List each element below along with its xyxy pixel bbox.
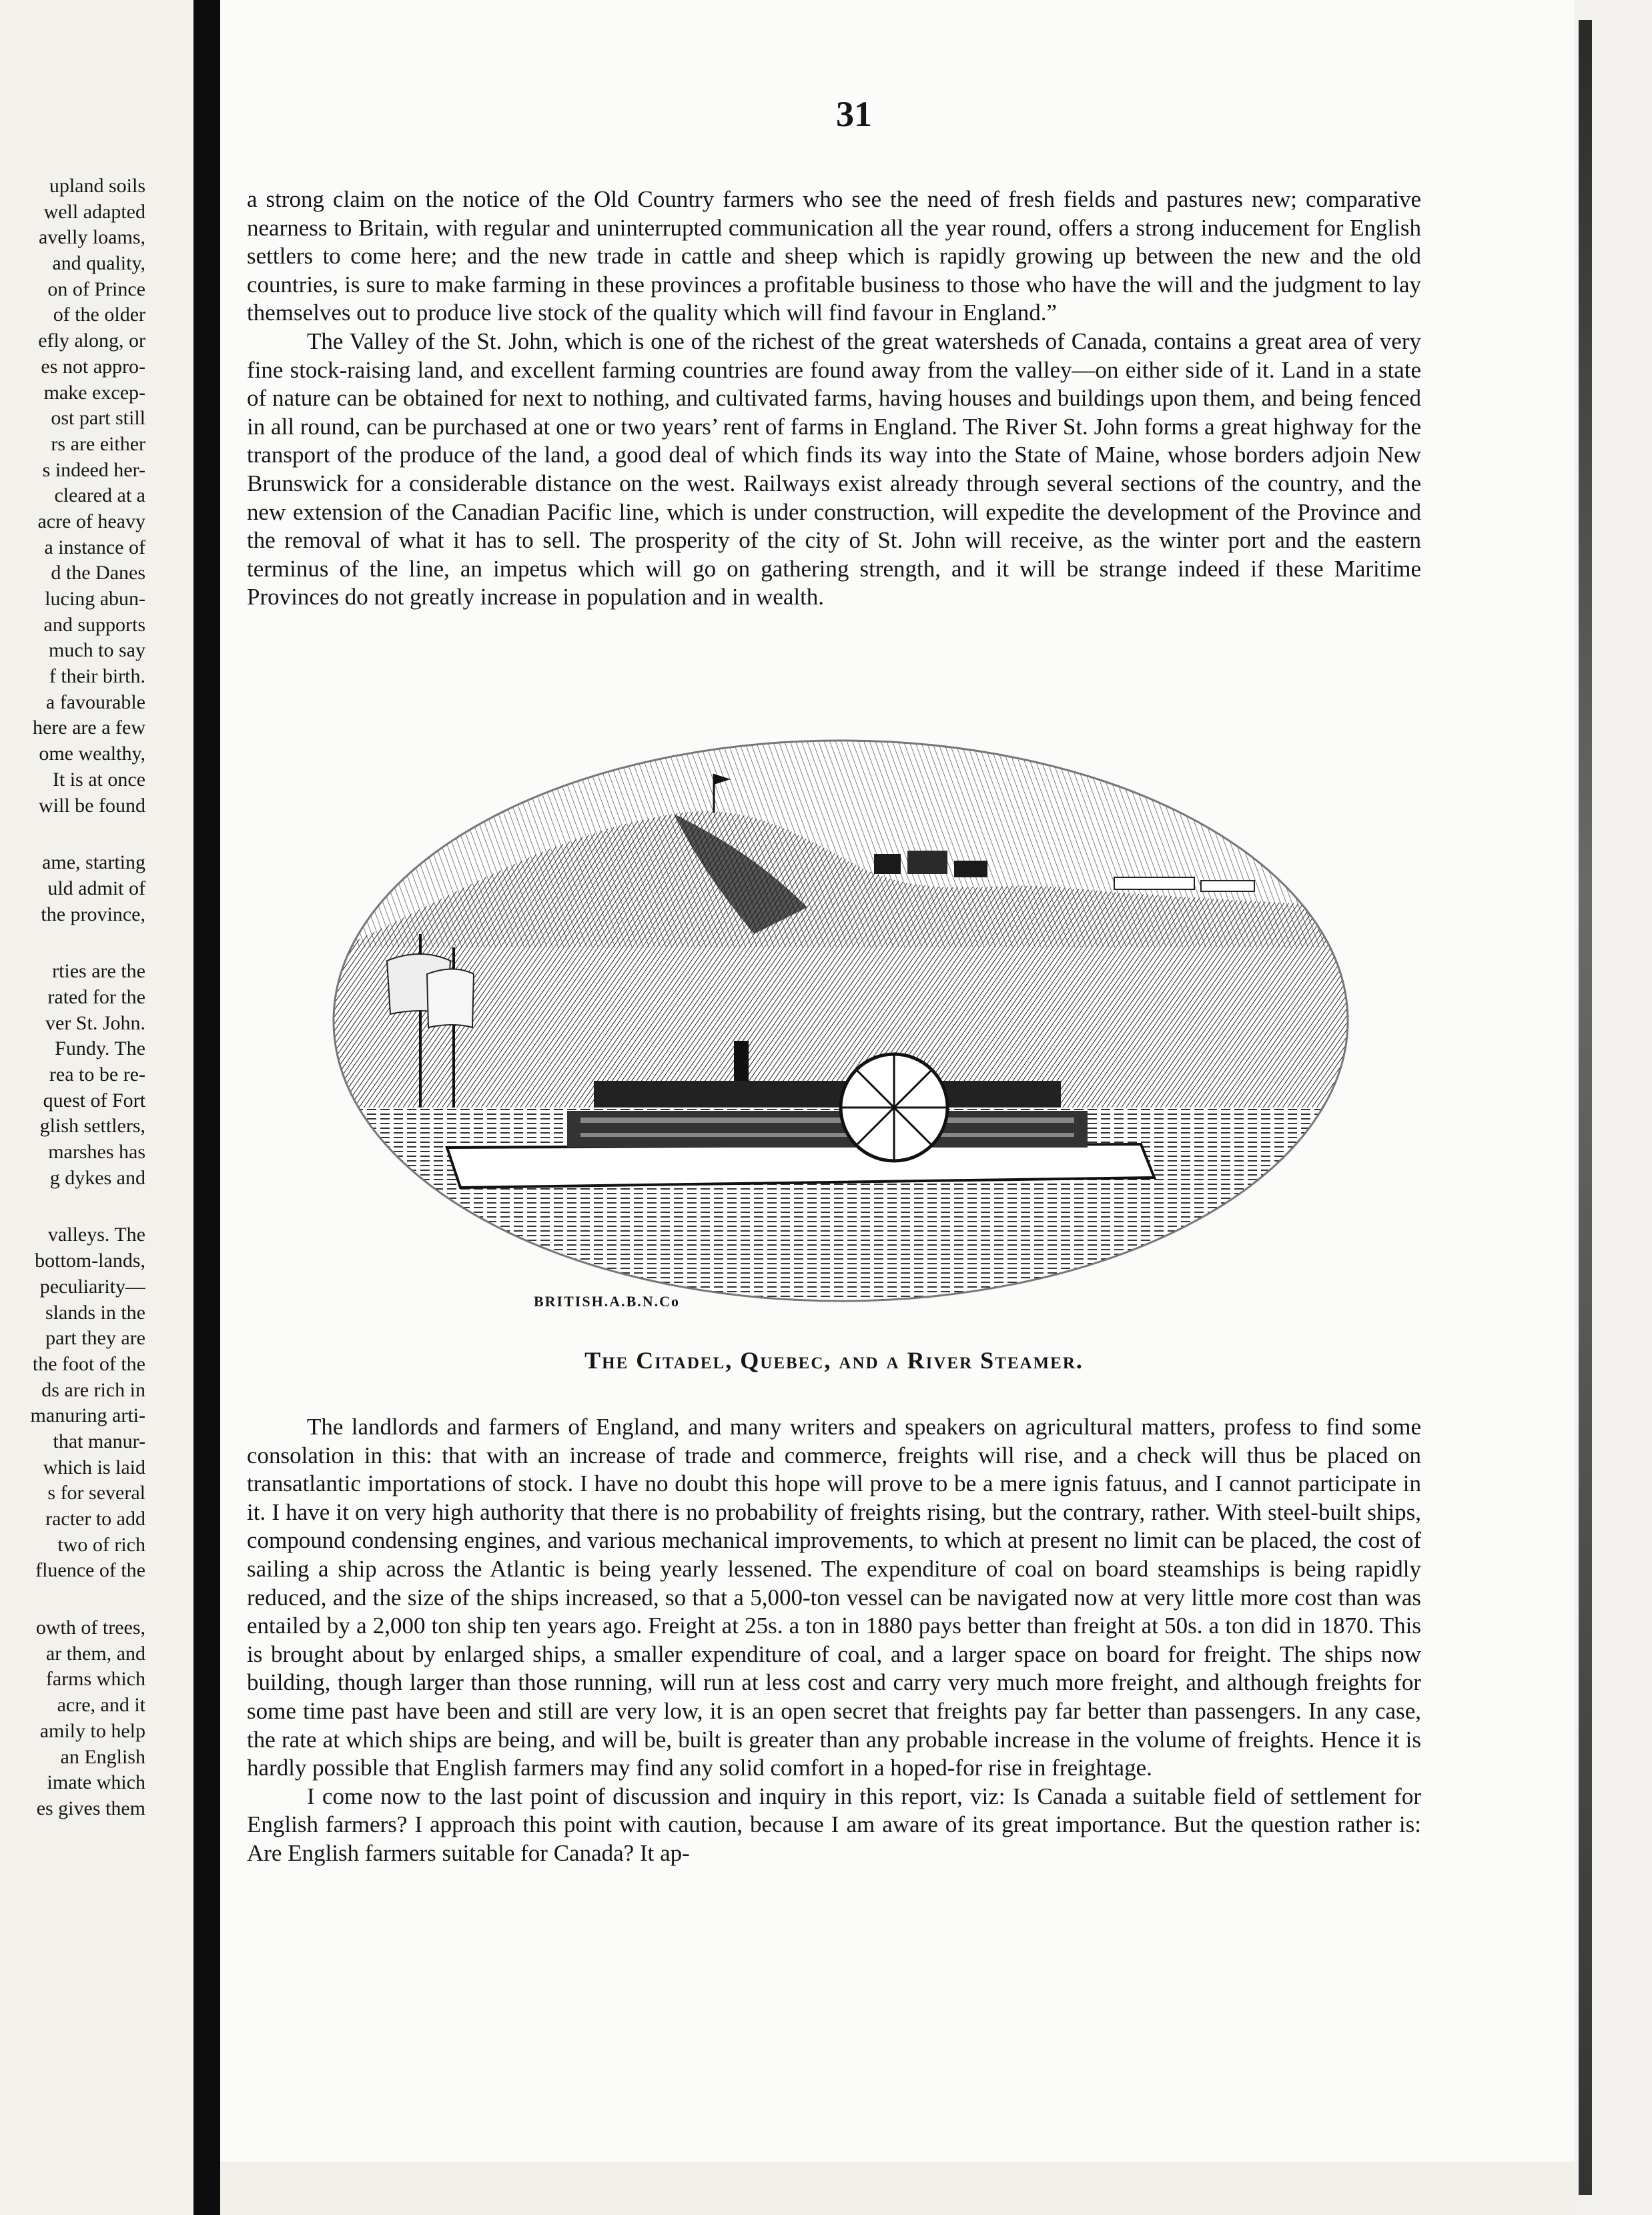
facing-page-line: amily to help [39,1719,145,1742]
facing-page-line: owth of trees, [35,1617,145,1639]
facing-page-line: imate which [47,1771,145,1794]
facing-page-line: marshes has [48,1141,145,1164]
page-number: 31 [836,94,872,134]
facing-page-line: upland soils [49,175,145,197]
facing-page-line: rties are the [52,960,145,983]
facing-page-line: d the Danes [51,562,145,584]
page-edge-shadow [1579,20,1592,2195]
facing-page-line: ds are rich in [41,1378,145,1401]
facing-page-line: the province, [41,903,145,925]
facing-page-line: manuring arti- [30,1404,145,1427]
book-gutter [193,0,220,2215]
engraver-mark: BRITISH.A.B.N.Co [534,1293,681,1310]
facing-page-line: ar them, and [45,1642,145,1665]
facing-page-line: quest of Fort [43,1089,145,1112]
facing-page-line: f their birth. [49,665,145,688]
facing-page-line [0,1584,145,1615]
facing-page-line: here are a few [32,717,145,739]
facing-page-line: make excep- [43,381,145,404]
facing-page-line: ame, starting [42,851,145,874]
facing-page-line: ost part still [51,407,145,430]
facing-page-line: will be found [39,794,145,817]
facing-page-line [0,1191,145,1222]
facing-page-line: slands in the [45,1301,145,1324]
paragraph-freights: The landlords and farmers of England, and many writers and speakers on agricultural matters, profess to find some consolation in this: that with an increase of trade and commerce, freights will rise, and a check will thus be placed on transatlantic importations of stock. I have no doubt this hope will prove to be a mere ignis fatuus, and I cannot participate in it. I have it on very high authority that there is no probability of freights rising, but the contrary, rather. With steel-built ships, compound condensing engines, and various mechanical improvements, to which at present no limit can be placed, the cost of sailing a ship across the Atlantic is being yearly lessened. The expenditure of coal on board steamships is being rapidly reduced, and the size of the ships increased, so that a 5,000-ton vessel can be navigated now at very little more cost than was entailed by a 2,000 ton ship ten years ago. Freight at 25s. a ton in 1880 pays better than freight at 50s. a ton did in 1870. This is brought about by enlarged ships, a smaller expenditure of coal, and a larger space on board for freight. The ships now building, though larger than those running, will run at less cost and carry very much more freight, and although freights for some time past have been and still are very low, it is an open secret that freights pay far better than passengers. In any case, the rate at which ships are being, and will be, built is greater than any probable increase in the volume of freights. Hence it is hardly possible that English farmers may find any solid comfort in a hoped-for rise in freightage. [247,1414,1421,1781]
facing-page-line: cleared at a [54,484,145,507]
facing-page [0,0,193,2215]
facing-page-line: an English [60,1745,145,1768]
bottom-margin [220,2162,1575,2215]
facing-page-line: peculiarity— [39,1275,145,1298]
illustration-caption: The Citadel, Quebec, and a River Steamer. [584,1347,1084,1374]
facing-page-line [0,927,145,959]
facing-page-line: part they are [45,1327,145,1350]
facing-page-line [0,819,145,850]
facing-page-line: Fundy. The [55,1037,145,1060]
facing-page-line: farms which [45,1668,145,1691]
facing-page-line: acre of heavy [37,510,145,532]
facing-page-line: es gives them [36,1797,145,1819]
facing-page-line: rea to be re- [49,1063,145,1085]
facing-page-line: lucing abun- [45,588,145,610]
facing-page-line: glish settlers, [39,1115,145,1138]
citadel-quebec-engraving [327,734,1354,1321]
facing-page-line: g dykes and [49,1166,145,1189]
facing-page-line: which is laid [43,1456,145,1478]
facing-page-line: racter to add [45,1508,145,1530]
facing-page-line: that manur- [53,1430,145,1452]
facing-page-line: a favourable [45,691,145,713]
facing-page-line: acre, and it [57,1694,145,1717]
top-text [247,185,1421,612]
paragraph-quote-end: a strong claim on the notice of the Old Country farmers who see the need of fresh fields and pastures new; comparative nearness to Britain, with regular and uninterrupted communication all the year round, offers a strong inducement for English settlers to come here; and the new trade in cattle and sheep which is rapidly growing up between the new and the old countries, is sure to make farming in these provinces a profitable business to those who have the will and the judgment to lay themselves out to produce live stock of the quality which will find favour in England.” [247,186,1421,326]
facing-page-line: rated for the [47,985,145,1008]
facing-page-line: s indeed her- [42,458,145,481]
facing-page-line: es not appro- [41,355,145,378]
facing-page-line: on of Prince [47,278,145,300]
facing-page-text [0,173,145,1822]
facing-page-line: much to say [49,639,145,662]
paragraph-settlement: I come now to the last point of discussion and inquiry in this report, viz: Is Canada a suitable field of settlement for English farmers? I approach this point with caution, because I am aware of its great importance. But the question rather is: Are English farmers suitable for Canada? It ap- [247,1783,1421,1866]
paragraph-st-john-valley: The Valley of the St. John, which is one of the richest of the great watersheds of Canada, contains a great area of very fine stock-raising land, and excellent farming countries are found away from the valley—on either side of it. Land in a state of nature can be obtained for next to nothing, and cultivated farms, having houses and buildings upon them, and being fenced in all round, can be purchased at one or two years’ rent of farms in England. The River St. John forms a great highway for the transport of the produce of the land, a good deal of which finds its way into the State of Maine, whose borders adjoin New Brunswick for a considerable distance on the west. Railways exist already through several sections of the country, and the new extension of the Canadian Pacific line, which is under construction, will expedite the development of the Province and the removal of what it has to sell. The prosperity of the city of St. John will receive, as the winter port and the eastern terminus of the line, an impetus which will go on gathering strength, and it will be strange indeed if these Maritime Provinces do not greatly increase in population and in wealth. [247,328,1421,610]
facing-page-line: fluence of the [35,1559,145,1582]
facing-page-line: a instance of [44,536,145,558]
facing-page-line: well adapted [43,200,145,223]
facing-page-line: valleys. The [47,1224,145,1246]
facing-page-line: ome wealthy, [39,743,145,765]
facing-page-line: efly along, or [38,330,145,352]
facing-page-line: and quality, [52,252,145,275]
facing-page-line: ver St. John. [45,1011,145,1034]
facing-page-line: bottom-lands, [35,1250,145,1272]
facing-page-line: avelly loams, [39,226,145,249]
facing-page-line: of the older [53,304,145,326]
facing-page-line: the foot of the [32,1352,145,1375]
facing-page-line: two of rich [57,1533,145,1556]
bottom-text [247,1413,1421,1868]
facing-page-line: and supports [43,613,145,636]
facing-page-line: s for several [47,1482,145,1504]
facing-page-line: It is at once [52,768,145,791]
facing-page-line: rs are either [51,432,145,455]
facing-page-line: uld admit of [47,877,145,899]
